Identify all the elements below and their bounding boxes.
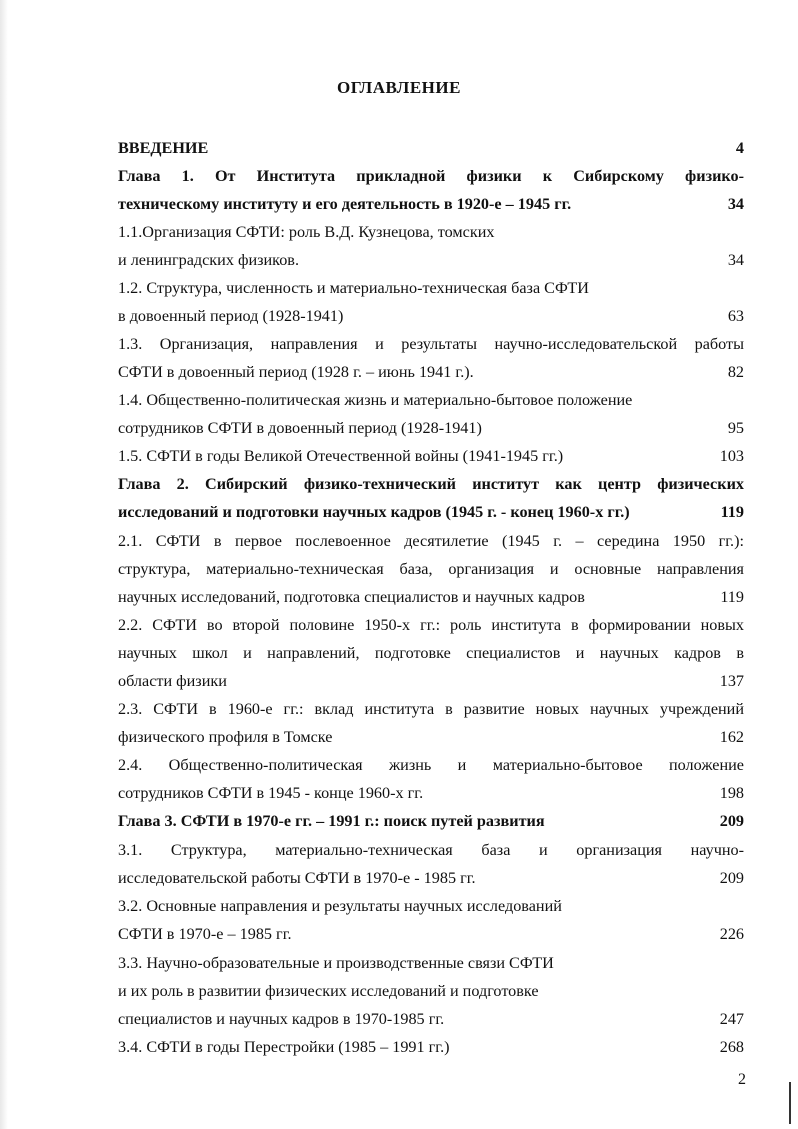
toc-section-2-3-line1: 2.3. СФТИ в 1960-е гг.: вклад института в развитие новых научных учреждений — [118, 700, 744, 718]
scan-margin-mark — [789, 1082, 791, 1124]
toc-chapter-1-line2: техническому институту и его деятельность в 1920-е – 1945 гг. 34 — [118, 195, 744, 213]
toc-section-1-3-line2: СФТИ в довоенный период (1928 г. – июнь 1941 г.). 82 — [118, 363, 744, 381]
toc-section-2-4-line2: сотрудников СФТИ в 1945 - конце 1960-х гг. 198 — [118, 784, 744, 802]
toc-section-1-2-line2: в довоенный период (1928-1941) 63 — [118, 307, 744, 325]
toc-section-3-1-line1: 3.1. Структура, материально-техническая база и организация научно- — [118, 841, 744, 859]
toc-section-2-1-line1: 2.1. СФТИ в первое послевоенное десятилетие (1945 г. – середина 1950 гг.): — [118, 532, 744, 550]
page-number: 2 — [738, 1071, 746, 1088]
toc-section-1-4-line1: 1.4. Общественно-политическая жизнь и материально-бытовое положение — [118, 391, 633, 409]
toc-section-2-3-line2: физического профиля в Томске 162 — [118, 728, 744, 746]
toc-section-2-1-line2: структура, материально-техническая база, организация и основные направления — [118, 560, 744, 578]
toc-section-1-4-line2: сотрудников СФТИ в довоенный период (1928-1941) 95 — [118, 419, 744, 437]
toc-section-2-2-line2: научных школ и направлений, подготовке специалистов и научных кадров в — [118, 644, 744, 662]
toc-section-3-4: 3.4. СФТИ в годы Перестройки (1985 – 1991 гг.) 268 — [118, 1038, 744, 1056]
toc-chapter-2-line2: исследований и подготовки научных кадров (1945 г. - конец 1960-х гг.) 119 — [118, 503, 744, 521]
toc-chapter-2-line1: Глава 2. Сибирский физико-технический институт как центр физических — [118, 475, 744, 493]
toc-section-3-1-line2: исследовательской работы СФТИ в 1970-е - 1985 гг. 209 — [118, 869, 744, 887]
toc-entry-intro: ВВЕДЕНИЕ 4 — [118, 139, 744, 157]
scan-edge — [0, 0, 8, 1129]
toc-section-3-3-line3: специалистов и научных кадров в 1970-1985 гг. 247 — [118, 1010, 744, 1028]
toc-section-3-3-line2: и их роль в развитии физических исследований и подготовке — [118, 982, 539, 1000]
toc-chapter-1-line1: Глава 1. От Института прикладной физики к Сибирскому физико- — [118, 167, 744, 185]
toc-section-3-2-line1: 3.2. Основные направления и результаты научных исследований — [118, 897, 562, 915]
toc-section-1-5: 1.5. СФТИ в годы Великой Отечественной войны (1941-1945 гг.) 103 — [118, 447, 744, 465]
toc-section-2-1-line3: научных исследований, подготовка специалистов и научных кадров 119 — [118, 588, 744, 606]
toc-section-2-4-line1: 2.4. Общественно-политическая жизнь и материально-бытовое положение — [118, 756, 744, 774]
toc-section-2-2-line1: 2.2. СФТИ во второй половине 1950-х гг.: роль института в формировании новых — [118, 616, 744, 634]
toc-section-1-3-line1: 1.3. Организация, направления и результаты научно-исследовательской работы — [118, 335, 744, 353]
toc-section-1-1-line1: 1.1.Организация СФТИ: роль В.Д. Кузнецова, томских — [118, 223, 495, 241]
toc-title: ОГЛАВЛЕНИЕ — [337, 78, 461, 97]
toc-section-3-3-line1: 3.3. Научно-образовательные и производственные связи СФТИ — [118, 954, 554, 972]
toc-section-1-2-line1: 1.2. Структура, численность и материально-техническая база СФТИ — [118, 279, 589, 297]
toc-chapter-3: Глава 3. СФТИ в 1970-е гг. – 1991 г.: поиск путей развития 209 — [118, 812, 744, 830]
toc-section-2-2-line3: области физики 137 — [118, 672, 744, 690]
toc-section-3-2-line2: СФТИ в 1970-е – 1985 гг. 226 — [118, 925, 744, 943]
toc-section-1-1-line2: и ленинградских физиков. 34 — [118, 251, 744, 269]
